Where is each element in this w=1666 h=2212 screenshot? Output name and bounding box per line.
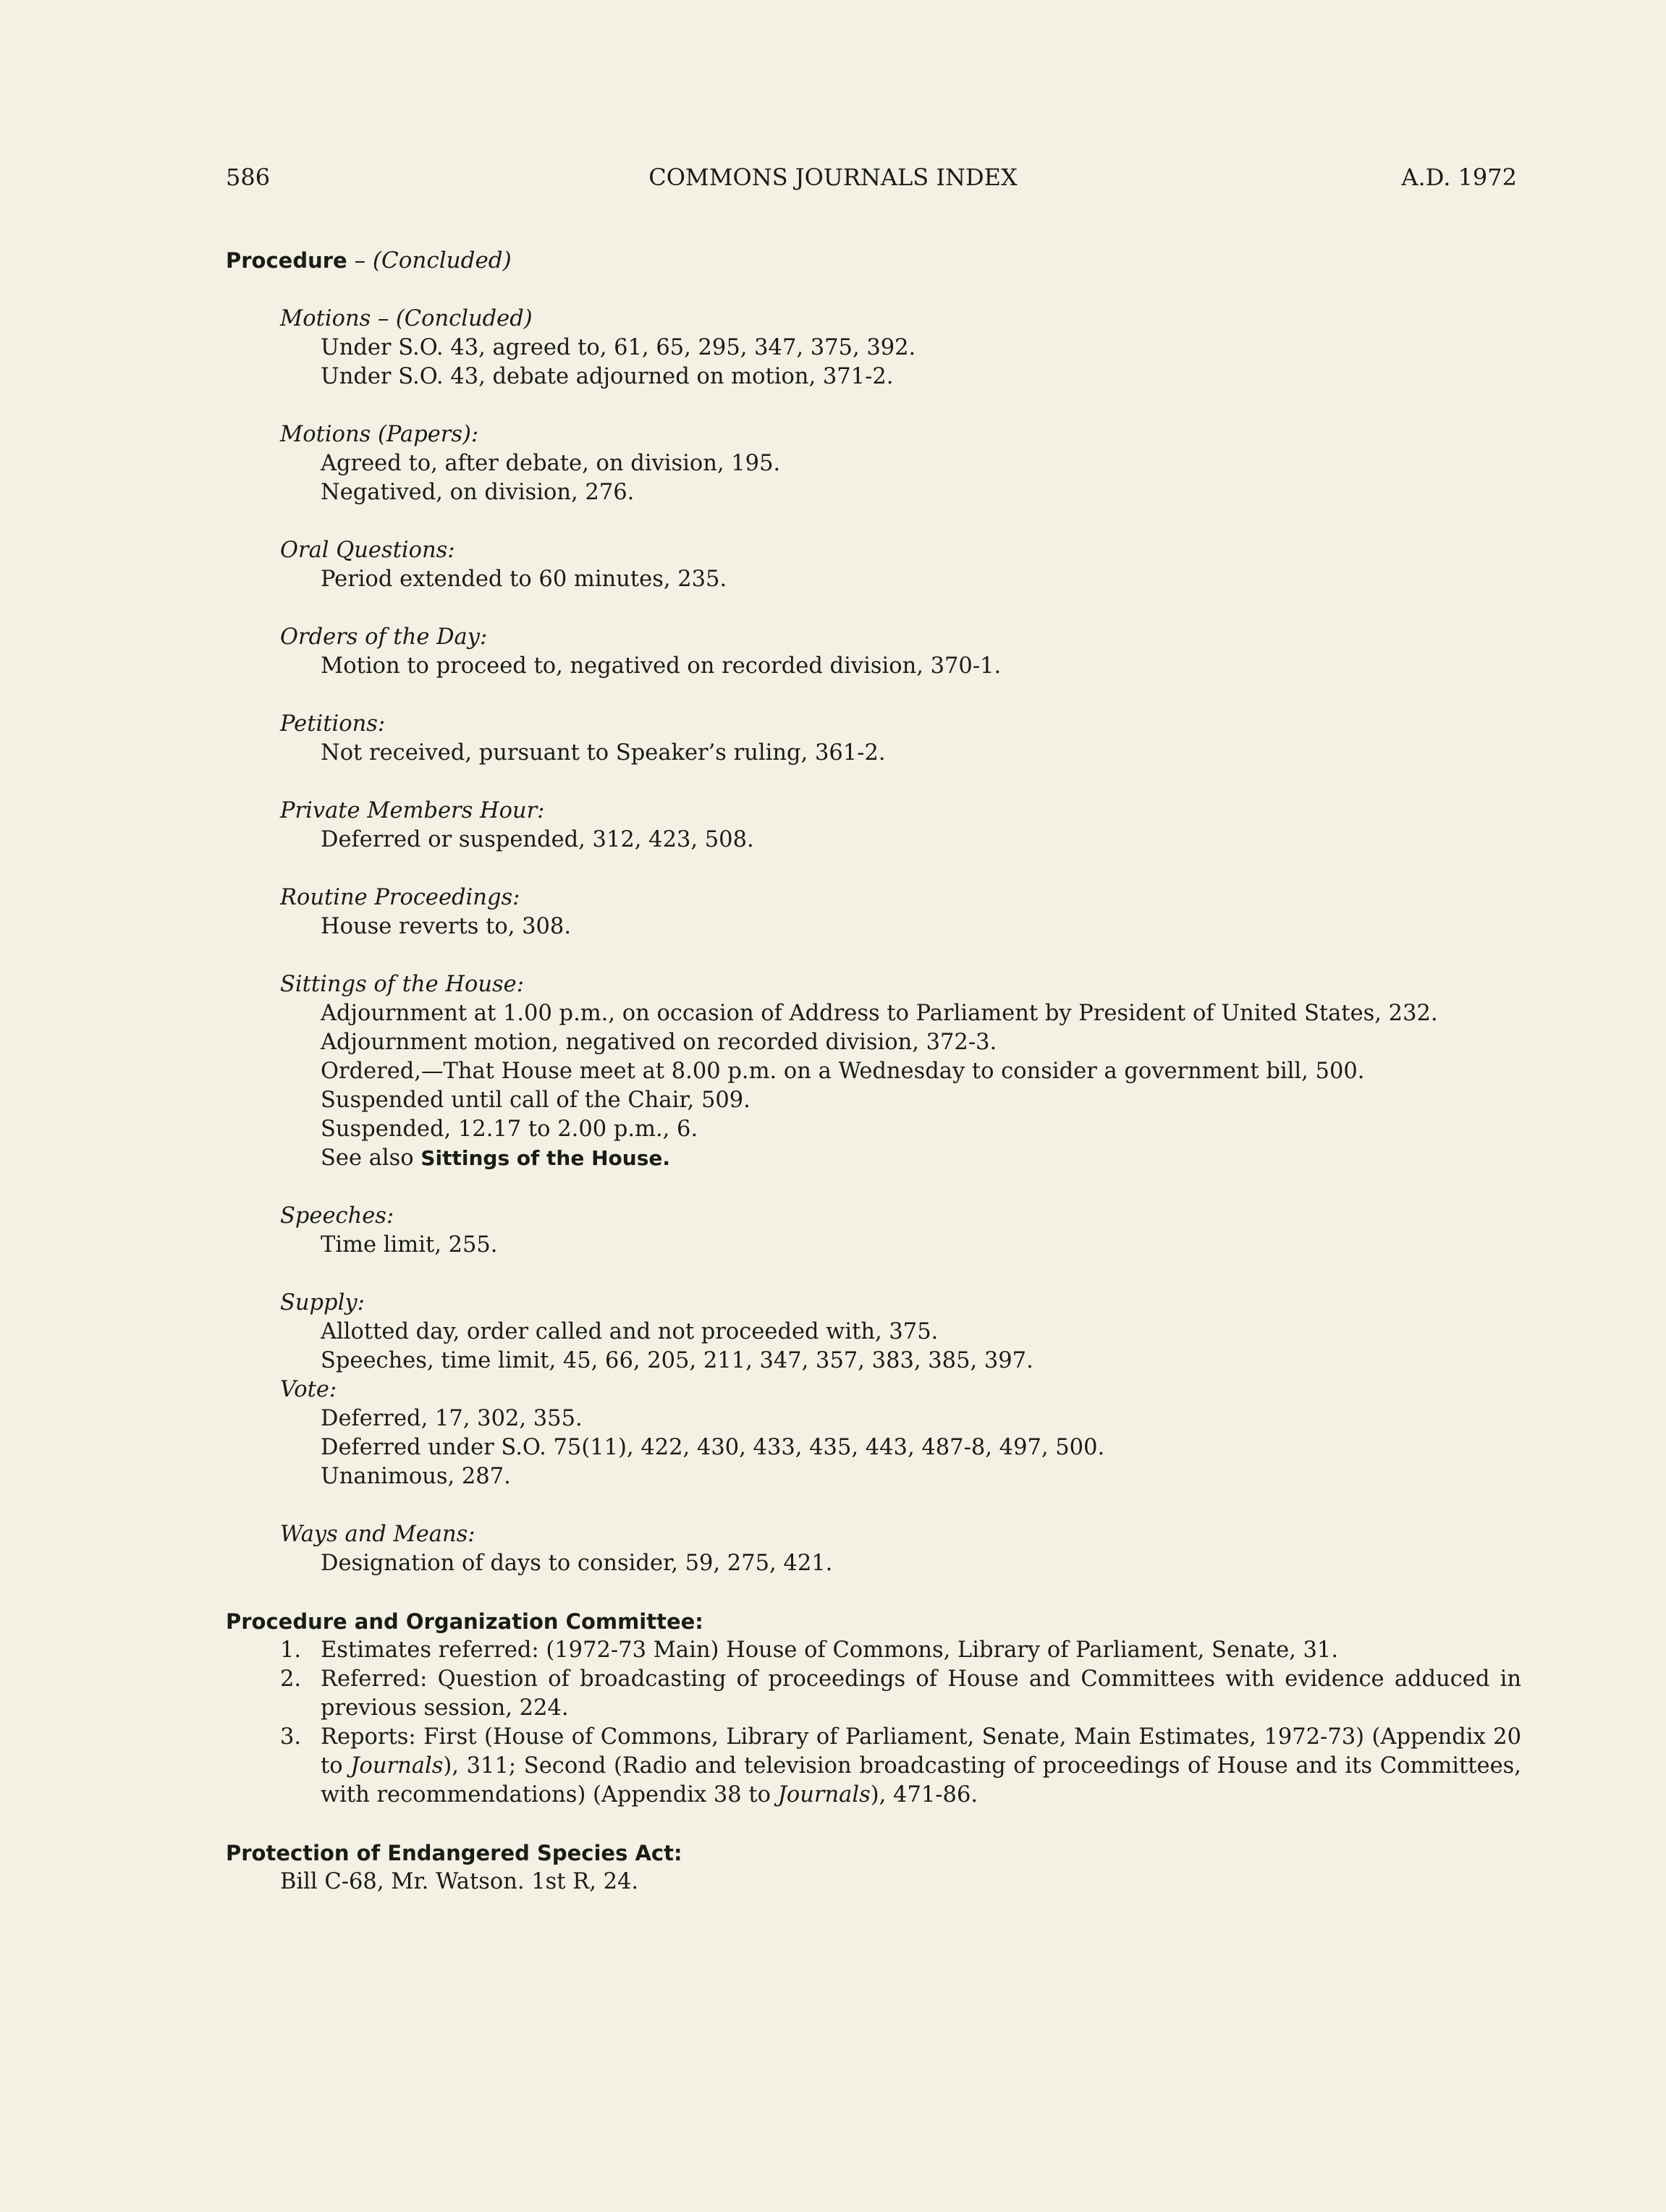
subheading-block-orders-of-the-day	[280, 623, 1521, 681]
see-also-prefix: See also	[321, 1145, 421, 1171]
index-entry: Deferred, 17, 302, 355.	[321, 1406, 583, 1431]
subheading: Speeches:	[280, 1203, 394, 1229]
index-heading-endangered-species	[226, 1839, 1521, 1897]
entry-number: 1.	[280, 1637, 302, 1663]
subheading: Petitions:	[280, 711, 386, 737]
index-entry: Unanimous, 287.	[321, 1464, 511, 1489]
running-header	[0, 164, 1666, 195]
entry-text	[321, 1723, 1521, 1810]
index-heading-procedure	[226, 246, 1521, 1578]
subheading-block-sittings-of-the-house	[280, 970, 1521, 1173]
subheading-block-private-members-hour	[280, 797, 1521, 855]
see-also-reference: Sittings of the House.	[420, 1146, 670, 1170]
index-heading-procedure-committee	[226, 1607, 1521, 1810]
index-entry: Under S.O. 43, debate adjourned on motion, 371-2.	[321, 364, 894, 389]
heading-note: – (Concluded)	[347, 247, 512, 274]
index-entry: House reverts to, 308.	[321, 914, 572, 939]
entry-text-part: ), 471-86.	[870, 1782, 978, 1808]
subheading-block-motions	[280, 305, 1521, 391]
index-entry: Period extended to 60 minutes, 235.	[321, 567, 727, 592]
subheading: Ways and Means:	[280, 1522, 475, 1547]
subheading-block-speeches	[280, 1202, 1521, 1260]
index-body	[226, 246, 1521, 1897]
subheading-block-oral-questions	[280, 536, 1521, 594]
see-also-entry	[321, 1144, 1521, 1173]
entry-text: Estimates referred: (1972-73 Main) House of Commons, Library of Parliament, Senate, 31.	[321, 1637, 1339, 1663]
subheading: Sittings of the House:	[280, 972, 525, 997]
main-heading: Procedure and Organization Committee:	[226, 1609, 703, 1634]
subheading-block-petitions	[280, 710, 1521, 768]
subheading-block-routine-proceedings	[280, 883, 1521, 941]
subheading-block-supply	[280, 1289, 1521, 1376]
subheading: Private Members Hour:	[280, 798, 545, 823]
index-entry: Adjournment at 1.00 p.m., on occasion of Address to Parliament by President of United States, 232.	[321, 1001, 1438, 1026]
main-heading: Protection of Endangered Species Act:	[226, 1841, 682, 1865]
numbered-list	[280, 1636, 1521, 1810]
index-entry: Agreed to, after debate, on division, 195.	[321, 451, 781, 476]
header-year: A.D. 1972	[1401, 164, 1517, 191]
index-entry: Bill C-68, Mr. Watson. 1st R, 24.	[280, 1869, 639, 1894]
subheading: Orders of the Day:	[280, 624, 488, 650]
index-entry: Suspended until call of the Chair, 509.	[321, 1088, 750, 1113]
subheading-block-ways-and-means	[280, 1520, 1521, 1578]
running-title: COMMONS JOURNALS INDEX	[648, 164, 1018, 191]
subheading-block-motions-papers	[280, 420, 1521, 507]
index-entry: Ordered,—That House meet at 8.00 p.m. on a Wednesday to consider a government bill, 500.	[321, 1059, 1365, 1084]
subheading: Routine Proceedings:	[280, 885, 520, 910]
index-entry: Time limit, 255.	[321, 1232, 498, 1258]
journals-title: Journals	[350, 1753, 444, 1779]
numbered-entry	[280, 1636, 1521, 1665]
page-number: 586	[226, 164, 271, 191]
index-entry: Suspended, 12.17 to 2.00 p.m., 6.	[321, 1116, 698, 1142]
entry-text-part: Reports: First (House of Commons, Library of Parliament, Senate, Main Estimates, 1972-73) (Appendix 20 to	[321, 1724, 1521, 1779]
subheading: Vote:	[280, 1377, 337, 1402]
index-entry: Speeches, time limit, 45, 66, 205, 211, 347, 357, 383, 385, 397.	[321, 1348, 1033, 1373]
subheading: Motions (Papers):	[280, 422, 479, 447]
index-entry: Not received, pursuant to Speaker’s ruling, 361-2.	[321, 740, 886, 766]
subheading: Supply:	[280, 1290, 365, 1315]
entry-number: 2.	[280, 1666, 302, 1692]
numbered-entry	[280, 1723, 1521, 1810]
numbered-entry	[280, 1665, 1521, 1723]
index-entry: Deferred or suspended, 312, 423, 508.	[321, 827, 754, 852]
entry-number: 3.	[280, 1724, 302, 1750]
subheading: Motions – (Concluded)	[280, 306, 533, 331]
index-entry: Motion to proceed to, negatived on recorded division, 370-1.	[321, 653, 1002, 679]
main-heading: Procedure	[226, 248, 347, 273]
index-entry: Under S.O. 43, agreed to, 61, 65, 295, 347, 375, 392.	[321, 335, 916, 360]
index-entry: Adjournment motion, negatived on recorded division, 372-3.	[321, 1030, 997, 1055]
index-entry: Deferred under S.O. 75(11), 422, 430, 433, 435, 443, 487-8, 497, 500.	[321, 1435, 1105, 1460]
entry-text-part: ), 311; Second (Radio and television broadcasting of proceedings of House and its Committees, with recommendations) (Appendix 38 to	[321, 1753, 1521, 1808]
index-entry: Designation of days to consider, 59, 275, 421.	[321, 1551, 833, 1576]
entry-text: Referred: Question of broadcasting of proceedings of House and Committees with evidence adduced in previous session, 224.	[321, 1666, 1521, 1721]
index-entry: Allotted day, order called and not proceeded with, 375.	[321, 1319, 939, 1344]
journals-title: Journals	[777, 1782, 871, 1808]
subheading-block-vote	[280, 1376, 1521, 1491]
index-entry: Negatived, on division, 276.	[321, 480, 635, 505]
subheading: Oral Questions:	[280, 538, 455, 563]
